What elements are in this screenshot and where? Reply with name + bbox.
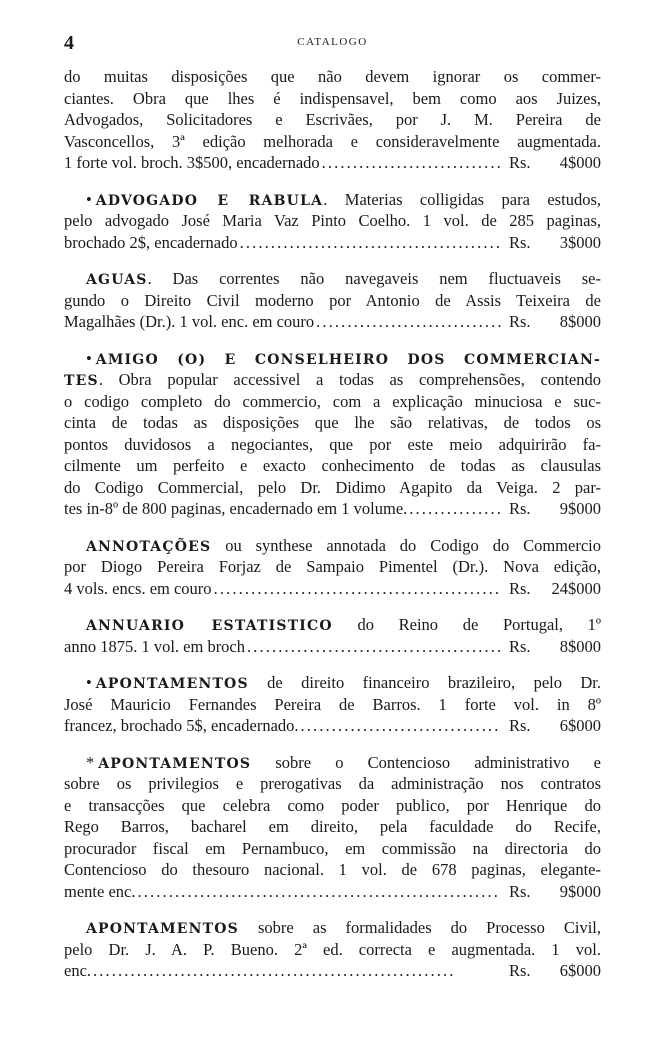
catalog-entry: [64, 535, 601, 600]
currency-label: Rs.: [509, 578, 531, 598]
entry-text: por Diogo Pereira Forjaz de Sampaio Pimentel (Dr.). Nova edição,: [64, 557, 601, 576]
price: [509, 152, 601, 174]
currency-label: Rs.: [509, 881, 531, 901]
catalog-entry: [64, 66, 601, 174]
dot-leader: [247, 636, 501, 658]
entry-heading: ADVOGADO E RABULA: [95, 192, 324, 209]
entry-line: [64, 391, 601, 413]
entry-marker: •: [86, 673, 92, 692]
entry-text: . Obra popular accessivel a todas as comprehensões, contendo: [98, 370, 601, 389]
entry-line: [64, 752, 601, 774]
entry-line: [64, 838, 601, 860]
entry-text: sobre as formalidades do Processo Civil,: [239, 918, 601, 937]
running-title: CATALOGO: [297, 36, 368, 48]
entry-text: do muitas disposições que não devem ignorar os commer-: [64, 67, 601, 86]
dot-leader: [322, 152, 501, 174]
price: [509, 232, 601, 254]
price-value: 6$000: [559, 716, 601, 735]
dot-leader: [409, 498, 501, 520]
price: [509, 498, 601, 520]
entry-text: anno 1875. 1 vol. em broch: [64, 636, 246, 656]
entry-text: do Codigo Commercial, pelo Dr. Didimo Agapito da Veiga. 2 par-: [64, 477, 601, 497]
currency-label: Rs.: [509, 961, 531, 980]
dot-leader: [137, 881, 501, 903]
entry-line: [64, 412, 601, 434]
entry-text: Vasconcellos, 3ª edição melhorada e consideravelmente augmentada.: [64, 131, 601, 151]
catalog-entry: [64, 917, 601, 982]
entry-marker: •: [86, 348, 92, 368]
entry-text: sobre o Contencioso administrativo e: [251, 752, 601, 772]
entry-line: [64, 290, 601, 312]
entry-text: enc.: [64, 961, 92, 980]
entry-text: José Mauricio Fernandes Pereira de Barros. 1 forte vol. in 8º: [64, 694, 601, 714]
entry-text: 1 forte vol. broch. 3$500, encadernado: [64, 153, 320, 172]
entry-text: gundo o Direito Civil moderno por Antonio de Assis Teixeira de: [64, 290, 601, 310]
entry-price-line: [64, 311, 601, 333]
entry-text: pelo Dr. J. A. P. Bueno. 2ª ed. correcta e augmentada. 1 vol.: [64, 939, 601, 959]
currency-label: Rs.: [509, 636, 531, 656]
entry-text: . Materias colligidas para estudos,: [323, 189, 601, 209]
entry-text: mente enc.: [64, 881, 136, 901]
price: [509, 881, 601, 903]
price-value: 6$000: [559, 961, 601, 980]
entry-line: [64, 694, 601, 716]
entry-text: brochado 2$, encadernado: [64, 232, 238, 252]
price: [509, 311, 601, 333]
page-number: 4: [64, 32, 74, 54]
entry-line: [64, 795, 601, 817]
entry-price-line: [64, 636, 601, 658]
entry-heading: APONTAMENTOS: [86, 921, 239, 937]
entry-text: procurador fiscal em Pernambuco, em commissão na directoria do: [64, 838, 601, 858]
entry-text: de direito financeiro brazileiro, pelo Dr.: [248, 673, 601, 692]
entry-line: [64, 917, 601, 939]
currency-label: Rs.: [509, 312, 531, 331]
entry-line: [64, 369, 601, 391]
entry-price-line: [64, 498, 601, 520]
price-value: 3$000: [559, 232, 601, 252]
entry-price-line: [64, 578, 601, 600]
entry-line: [64, 455, 601, 477]
entry-heading: TES: [64, 373, 99, 389]
entry-line: [64, 66, 601, 88]
entry-line: [64, 672, 601, 694]
currency-label: Rs.: [509, 232, 531, 252]
entry-line: [64, 556, 601, 578]
entry-line: [64, 348, 601, 370]
entry-text: 4 vols. encs. em couro: [64, 578, 212, 598]
currency-label: Rs.: [509, 153, 531, 172]
entry-price-line: [64, 881, 601, 903]
price-value: 8$000: [559, 312, 601, 331]
price-value: 24$000: [551, 578, 601, 598]
entry-line: [64, 189, 601, 211]
entry-text: ciantes. Obra que lhes é indispensavel, bem como aos Juizes,: [64, 88, 601, 108]
entry-text: Contencioso do thesouro nacional. 1 vol. de 678 paginas, elegante-: [64, 860, 601, 879]
entry-line: [64, 816, 601, 838]
entry-text: pontos duvidosos a negociantes, que por este meio adquirirão fa-: [64, 434, 601, 454]
entry-text: tes in-8º de 800 paginas, encadernado em 1 volume.: [64, 499, 408, 518]
dot-leader: [240, 232, 501, 254]
price: [509, 715, 601, 737]
currency-label: Rs.: [509, 499, 531, 518]
catalog-entry: [64, 189, 601, 254]
entry-text: pelo advogado José Maria Vaz Pinto Coelho. 1 vol. de 285 paginas,: [64, 211, 601, 230]
entry-text: Advogados, Solicitadores e Escrivães, por J. M. Pereira de: [64, 110, 601, 129]
entry-text: o codigo completo do commercio, com a explicação minuciosa e suc-: [64, 391, 601, 411]
currency-label: Rs.: [509, 716, 531, 735]
entry-heading: ANNOTAÇÕES: [86, 538, 212, 555]
dot-leader: [301, 715, 501, 737]
entry-text: e transacções que celebra como poder publico, por Henrique do: [64, 795, 601, 815]
catalog-entry: [64, 268, 601, 333]
catalog-entry: [64, 614, 601, 657]
entry-line: [64, 614, 601, 636]
catalog-entry: [64, 672, 601, 737]
dot-leader: [214, 578, 501, 600]
entry-text: cinta de todas as disposições que lhe são relativas, de todos os: [64, 413, 601, 432]
dot-leader: [93, 960, 501, 982]
entry-text: Rego Barros, bacharel em direito, pela faculdade do Recife,: [64, 817, 601, 836]
catalog-entry: [64, 752, 601, 903]
entry-line: [64, 773, 601, 795]
entry-marker: •: [86, 189, 92, 209]
price-value: 9$000: [559, 881, 601, 901]
price-value: 4$000: [559, 153, 601, 172]
entry-text: do Reino de Portugal, 1º: [332, 615, 601, 634]
price: [509, 578, 601, 600]
entry-text: sobre os privilegios e prerogativas da administração nos contratos: [64, 774, 601, 793]
entry-line: [64, 535, 601, 557]
dot-leader: [316, 311, 501, 333]
entry-line: [64, 268, 601, 290]
entry-heading: ANNUARIO ESTATISTICO: [86, 618, 333, 634]
entry-marker: *: [86, 752, 95, 772]
entry-line: [64, 210, 601, 232]
entry-text: cilmente um perfeito e exacto conhecimento de todas as clausulas: [64, 456, 601, 475]
catalog-body: [64, 66, 601, 997]
entry-heading: APONTAMENTOS: [98, 755, 252, 772]
entry-price-line: [64, 232, 601, 254]
entry-text: francez, brochado 5$, encadernado.: [64, 716, 299, 735]
entry-line: [64, 939, 601, 961]
entry-line: [64, 109, 601, 131]
price-value: 8$000: [559, 636, 601, 656]
entry-heading: APONTAMENTOS: [95, 676, 249, 692]
entry-line: [64, 477, 601, 499]
entry-price-line: [64, 960, 601, 982]
entry-text: ou synthese annotada do Codigo do Commercio: [211, 535, 601, 555]
entry-line: [64, 131, 601, 153]
entry-text: Magalhães (Dr.). 1 vol. enc. em couro: [64, 312, 315, 331]
entry-line: [64, 859, 601, 881]
price-value: 9$000: [559, 499, 601, 518]
entry-heading: AMIGO (O) E CONSELHEIRO DOS COMMERCIAN-: [95, 351, 601, 368]
entry-price-line: [64, 715, 601, 737]
entry-line: [64, 88, 601, 110]
catalog-entry: [64, 348, 601, 520]
price: [509, 636, 601, 658]
price: [509, 960, 601, 982]
entry-heading: AGUAS: [86, 272, 148, 288]
entry-line: [64, 434, 601, 456]
entry-text: . Das correntes não navegaveis nem fluctuaveis se-: [147, 269, 601, 288]
page-header: [64, 32, 601, 56]
entry-price-line: [64, 152, 601, 174]
